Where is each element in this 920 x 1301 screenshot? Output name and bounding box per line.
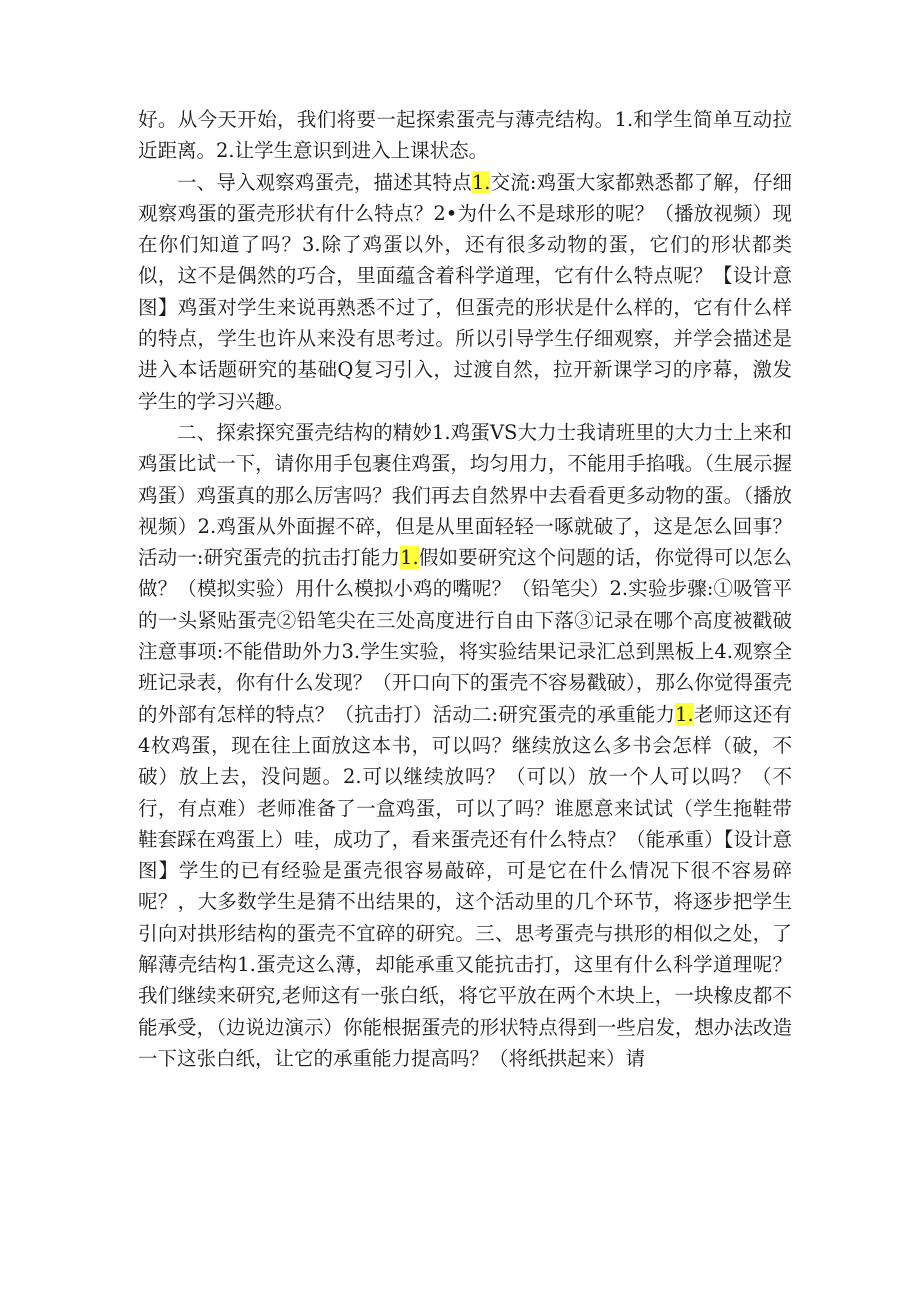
highlighted-number: 1. bbox=[400, 546, 419, 570]
paragraph-text: 交流:鸡蛋大家都熟悉都了解，仔细观察鸡蛋的蛋壳形状有什么特点？2•为什么不是球形的呢？（播放视频）现在你们知道了吗？3.除了鸡蛋以外，还有很多动物的蛋，它们的形状都类似，这不是偶然的巧合，里面蕴含着科学道理，它有什么特点呢？【设计意图】鸡蛋对学生来说再熟悉不过了，但蛋壳的形状是什么样的，它有什么样的特点，学生也许从来没有思考过。所以引导学生仔细观察，并学会描述是进入本话题研究的基础Q复习引入，过渡自然，拉开新课学习的序幕，激发学生的学习兴趣。 bbox=[138, 170, 792, 413]
paragraph-section-one bbox=[138, 167, 792, 417]
paragraph-text: 老师这还有4枚鸡蛋，现在往上面放这本书，可以吗？继续放这么多书会怎样（破，不破）放上去，没问题。2.可以继续放吗？（可以）放一个人可以吗？（不行，有点难）老师准备了一盒鸡蛋，可以了吗？谁愿意来试试（学生拖鞋带鞋套踩在鸡蛋上）哇，成功了，看来蛋壳还有什么特点？（能承重）【设计意图】学生的已有经验是蛋壳很容易敲碎，可是它在什么情况下很不容易碎呢？，大多数学生是猜不出结果的，这个活动里的几个环节，将逐步把学生引向对拱形结构的蛋壳不宜碎的研究。三、思考蛋壳与拱形的相似之处，了解薄壳结构1.蛋壳这么薄，却能承重又能抗击打，这里有什么科学道理呢？我们继续来研究,老师这有一张白纸，将它平放在两个木块上，一块橡皮都不能承受，（边说边演示）你能根据蛋壳的形状特点得到一些启发，想办法改造一下这张白纸，让它的承重能力提高吗？（将纸拱起来）请 bbox=[138, 702, 792, 1070]
paragraph-text: 假如要研究这个问题的话，你觉得可以怎么做？（模拟实验）用什么模拟小鸡的嘴呢？（铅笔尖）2.实验步骤:①吸管平的一头紧贴蛋壳②铅笔尖在三处高度进行自由下落③记录在哪个高度被戳破注意事项:不能借助外力3.学生实验，将实验结果记录汇总到黑板上4.观察全班记录表，你有什么发现？（开口向下的蛋壳不容易戳破），那么你觉得蛋壳的外部有怎样的特点？（抗击打）活动二:研究蛋壳的承重能力 bbox=[138, 546, 792, 726]
paragraph-text: 好。从今天开始，我们将要一起探索蛋壳与薄壳结构。1.和学生简单互动拉近距离。2.让学生意识到进入上课状态。 bbox=[138, 108, 792, 163]
document-page bbox=[138, 104, 792, 1074]
paragraph-intro bbox=[138, 104, 792, 167]
paragraph-section-two bbox=[138, 417, 792, 1074]
section-one-heading: 一、导入观察鸡蛋壳，描述其特点 bbox=[177, 170, 472, 194]
paragraph-text: 二、探索探究蛋壳结构的精妙1.鸡蛋VS大力士我请班里的大力士上来和鸡蛋比试一下，请你用手包裹住鸡蛋，均匀用力，不能用手掐哦。（生展示握鸡蛋）鸡蛋真的那么厉害吗？我们再去自然界中去看看更多动物的蛋。（播放视频）2.鸡蛋从外面握不碎，但是从里面轻轻一啄就破了，这是怎么回事？活动一:研究蛋壳的抗击打能力 bbox=[138, 420, 792, 570]
highlighted-number: 1. bbox=[675, 702, 694, 726]
highlighted-number: 1. bbox=[471, 170, 491, 194]
